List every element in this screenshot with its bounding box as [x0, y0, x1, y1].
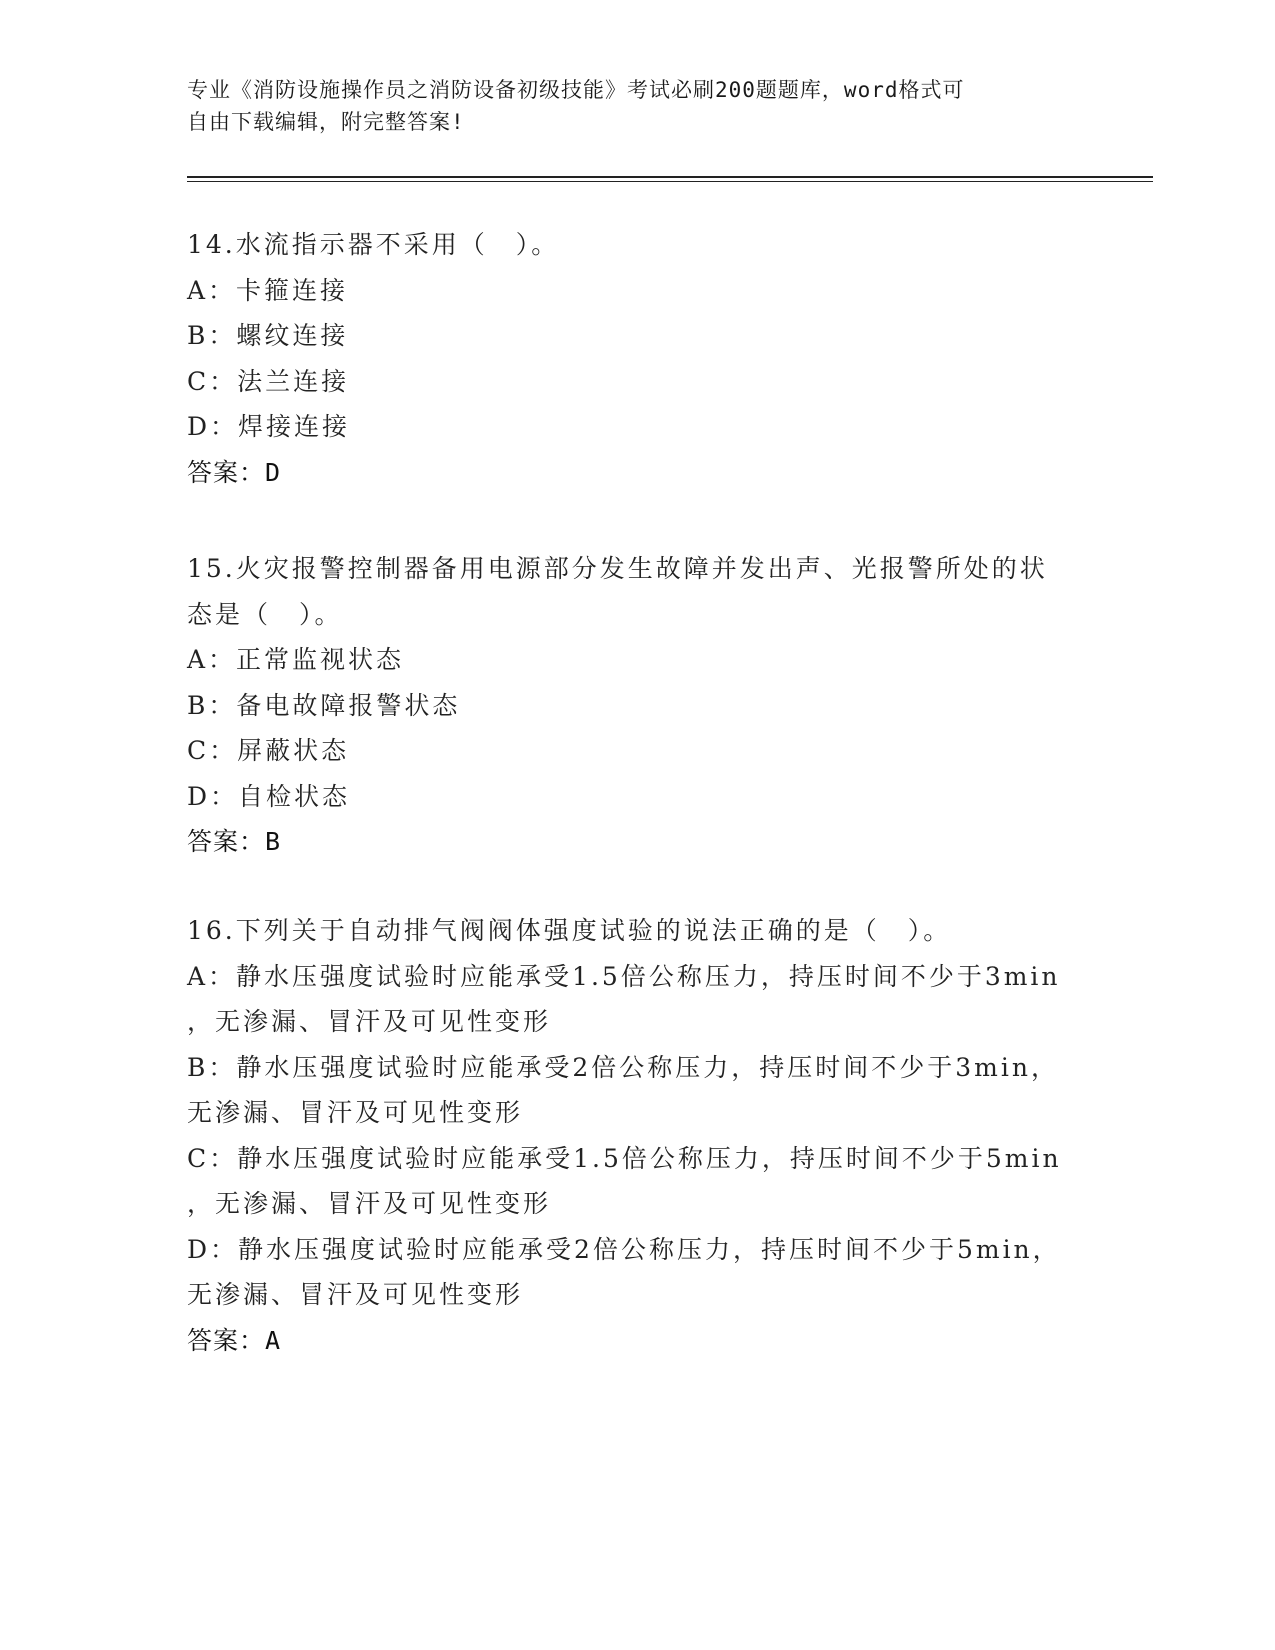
header-line-1: 专业《消防设施操作员之消防设备初级技能》考试必刷200题题库，word格式可: [187, 78, 965, 102]
answer-line: [187, 1318, 1087, 1364]
option-d: D：焊接连接: [187, 412, 351, 441]
answer-label: 答案：: [187, 827, 266, 856]
option-d-line-2: 无渗漏、冒汗及可见性变形: [187, 1280, 524, 1309]
answer-line: [187, 819, 1087, 865]
option-c: C：法兰连接: [187, 366, 350, 396]
question-stem-line-1: 15.火灾报警控制器备用电源部分发生故障并发出声、光报警所处的状: [187, 554, 1048, 583]
option-b-line-2: 无渗漏、冒汗及可见性变形: [187, 1098, 524, 1127]
answer-label: 答案：: [187, 1325, 266, 1355]
answer-value: A: [265, 1325, 282, 1355]
option-a-line-2: ，无渗漏、冒汗及可见性变形: [187, 1007, 552, 1036]
question-stem-line-2: 态是（ ）。: [187, 599, 343, 629]
header-divider-thick: [187, 176, 1153, 178]
question-stem: 14.水流指示器不采用（ ）。: [187, 230, 560, 259]
answer-value: B: [265, 827, 282, 856]
option-c: C：屏蔽状态: [187, 736, 350, 765]
option-a-line-1: A：静水压强度试验时应能承受1.5倍公称压力，持压时间不少于3min: [187, 961, 1061, 991]
header-divider-thin: [187, 181, 1153, 182]
option-b-line-1: B：静水压强度试验时应能承受2倍公称压力，持压时间不少于3min，: [187, 1052, 1059, 1082]
question-stem: 16.下列关于自动排气阀阀体强度试验的说法正确的是（ ）。: [187, 916, 952, 945]
option-a: A：正常监视状态: [187, 645, 405, 674]
option-b: B：备电故障报警状态: [187, 690, 461, 720]
question-15: [187, 546, 1087, 865]
question-16: [187, 908, 1087, 1363]
option-d: D：自检状态: [187, 781, 351, 811]
option-d-line-1: D：静水压强度试验时应能承受2倍公称压力，持压时间不少于5min，: [187, 1234, 1061, 1264]
option-a: A：卡箍连接: [187, 275, 349, 305]
answer-value: D: [265, 457, 282, 487]
header-line-2: 自由下载编辑，附完整答案!: [187, 110, 465, 134]
option-b: B：螺纹连接: [187, 321, 349, 350]
question-14: [187, 222, 1087, 495]
option-c-line-2: ，无渗漏、冒汗及可见性变形: [187, 1189, 552, 1218]
answer-line: [187, 450, 1087, 496]
option-c-line-1: C：静水压强度试验时应能承受1.5倍公称压力，持压时间不少于5min: [187, 1143, 1062, 1173]
document-header: [187, 74, 1087, 138]
answer-label: 答案：: [187, 457, 266, 487]
